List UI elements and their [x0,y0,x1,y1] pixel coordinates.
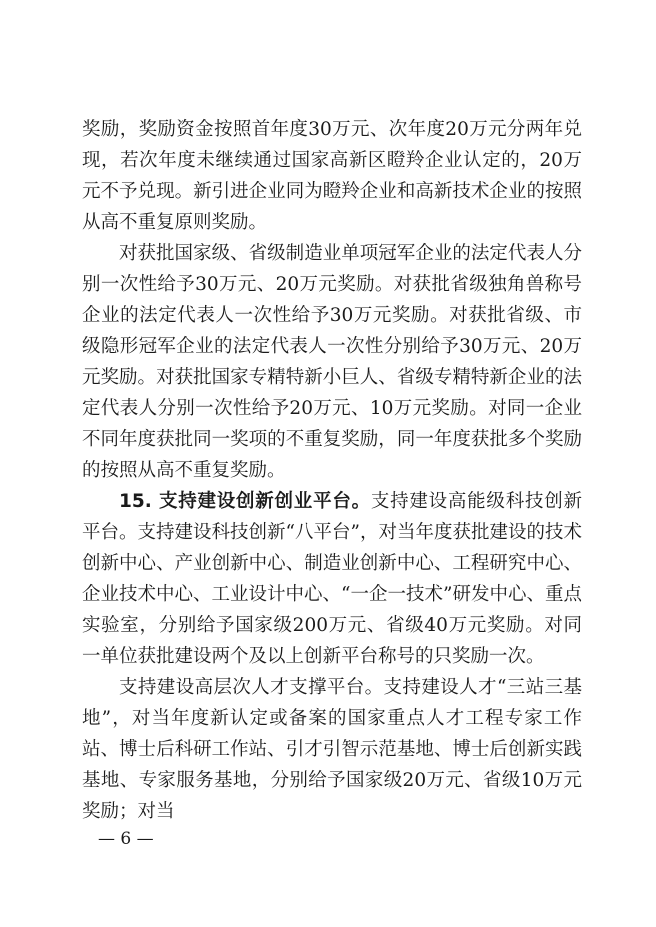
page-number: — 6 — [98,829,154,849]
paragraph-2: 对获批国家级、省级制造业单项冠军企业的法定代表人分别一次性给予30万元、20万元奖励。对获批省级独角兽称号企业的法定代表人一次性给予30万元奖励。对获批省级、市级隐形冠军企业的法定代表人一次性分别给予30万元、20万元奖励。对获批国家专精特新小巨人、省级专精特新企业的法定代表人分别一次性给予20万元、10万元奖励。对同一企业不同年度获批同一奖项的不重复奖励，同一年度获批多个奖励的按照从高不重复奖励。 [82,243,582,481]
paragraph-1: 奖励，奖励资金按照首年度30万元、次年度20万元分两年兑现，若次年度未继续通过国家高新区瞪羚企业认定的，20万元不予兑现。新引进企业同为瞪羚企业和高新技术企业的按照从高不重复原则奖励。 [82,119,582,233]
paragraph-3 [82,486,582,672]
paragraph-3-text: 支持建设高能级科技创新平台。支持建设科技创新“八平台”，对当年度获批建设的技术创新中心、产业创新中心、制造业创新中心、工程研究中心、企业技术中心、工业设计中心、“一企一技术”研发中心、重点实验室，分别给予国家级200万元、省级40万元奖励。对同一单位获批建设两个及以上创新平台称号的只奖励一次。 [82,491,582,667]
section-heading: 15. 支持建设创新创业平台。 [119,491,371,512]
paragraph-4: 支持建设高层次人才支撑平台。支持建设人才“三站三基地”，对当年度新认定或备案的国家重点人才工程专家工作站、博士后科研工作站、引才引智示范基地、博士后创新实践基地、专家服务基地，分别给予国家级20万元、省级10万元奖励；对当 [82,677,582,822]
document-body [82,114,582,827]
